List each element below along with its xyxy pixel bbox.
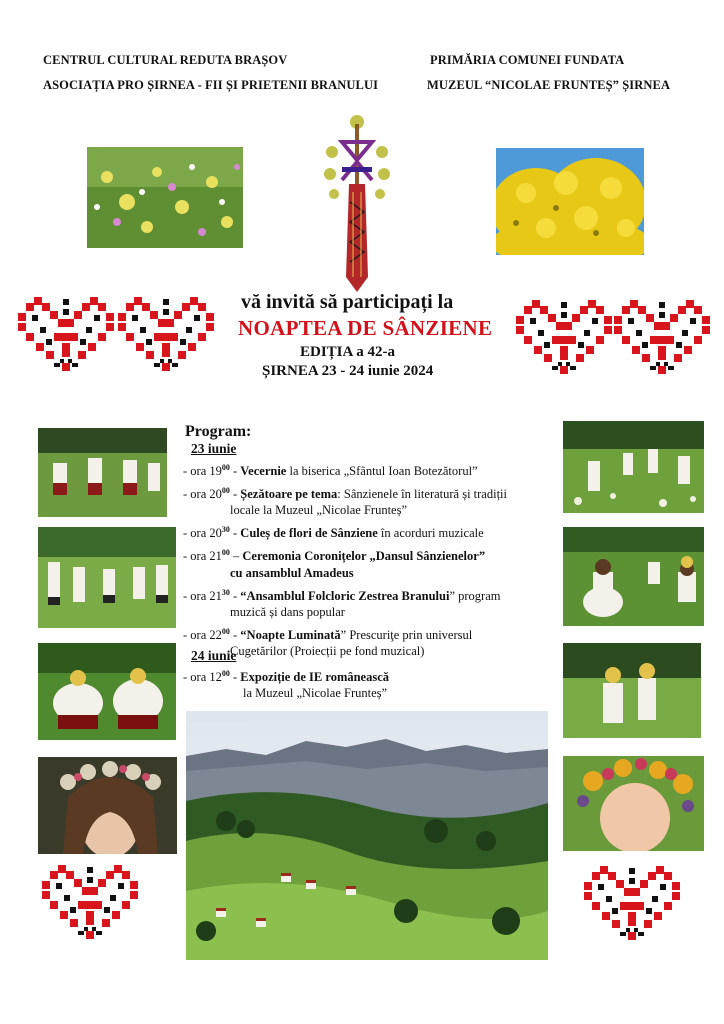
organizer-reduta: CENTRUL CULTURAL REDUTA BRAȘOV xyxy=(43,53,288,67)
girls-gathering-flowers-photo xyxy=(563,527,704,626)
embroidery-heart-icon xyxy=(40,865,140,945)
yellow-sanziene-flowers-photo xyxy=(496,148,644,255)
organizer-muzeu: MUZEUL “NICOLAE FRUNTEȘ” ȘIRNEA xyxy=(427,78,671,92)
edition: EDIȚIA a 42-a xyxy=(300,344,396,360)
day2-schedule xyxy=(183,666,553,701)
schedule-item: - ora $20^{30}$ - Culeș de flori de Sânziene în acorduri muzicale xyxy=(183,525,484,541)
place-date: ȘIRNEA 23 - 24 iunie 2024 xyxy=(262,363,434,379)
girls-in-meadow-photo xyxy=(38,428,167,517)
schedule-item: - ora $12^{00}$ - Expoziție de IE românească xyxy=(183,669,390,685)
embroidery-heart-icon xyxy=(16,297,116,377)
schedule-item: - ora $19^{00}$ - Vecernie la biserica „Sfântul Ioan Botezătorul” xyxy=(183,463,478,479)
schedule-item-continued: muzică și dans popular xyxy=(230,604,345,619)
schedule-item-continued: cu ansamblul Amadeus xyxy=(230,565,354,580)
organizer-primaria: PRIMĂRIA COMUNEI FUNDATA xyxy=(430,53,625,67)
schedule-item: - ora $22^{00}$ - “Noapte Luminată” Prescuriţe prin universul xyxy=(183,626,473,642)
program-heading: Program: xyxy=(185,423,252,440)
schedule-item-continued: la Muzeul „Nicolae Frunteș” xyxy=(243,686,388,701)
invitation-line: vă invită să participați la xyxy=(241,291,454,313)
sanziene-pole-emblem xyxy=(322,112,392,294)
day1-schedule xyxy=(183,460,553,659)
schedule-item-continued: locale la Muzeul „Nicolae Frunteș” xyxy=(230,503,408,518)
woman-with-flower-crown-photo xyxy=(38,757,177,854)
schedule-item: - ora $21^{00}$ – Ceremonia Coronițelor „Dansul Sânzienelor” xyxy=(183,548,486,564)
sirnea-landscape-photo xyxy=(186,711,548,960)
day1-label: 23 iunie xyxy=(191,441,237,456)
girls-weaving-crowns-photo xyxy=(38,643,176,740)
folk-dancers-photo xyxy=(38,527,176,628)
wildflower-meadow-photo xyxy=(87,147,243,248)
embroidery-heart-icon xyxy=(582,866,682,946)
girls-dancing-photo xyxy=(563,643,701,738)
organizer-pro-sirnea: ASOCIAȚIA PRO ȘIRNEA - FII ȘI PRIETENII BRANULUI xyxy=(43,78,379,92)
schedule-item: - ora $20^{00}$ - Șezătoare pe tema: Sânzienele în literatură și tradiții xyxy=(183,486,507,502)
embroidery-heart-icon xyxy=(612,300,712,380)
children-in-field-photo xyxy=(563,421,704,513)
event-title: NOAPTEA DE SÂNZIENE xyxy=(238,316,493,340)
schedule-item-continued: Cugetărilor (Proiecții pe fond muzical) xyxy=(230,643,425,658)
embroidery-heart-icon xyxy=(514,300,614,380)
schedule-item: - ora $21^{30}$ - “Ansamblul Folcloric Zestrea Branului” program xyxy=(183,587,501,603)
child-with-flower-crown-photo xyxy=(563,756,704,851)
embroidery-heart-icon xyxy=(116,297,216,377)
day2-label: 24 iunie xyxy=(191,648,237,663)
